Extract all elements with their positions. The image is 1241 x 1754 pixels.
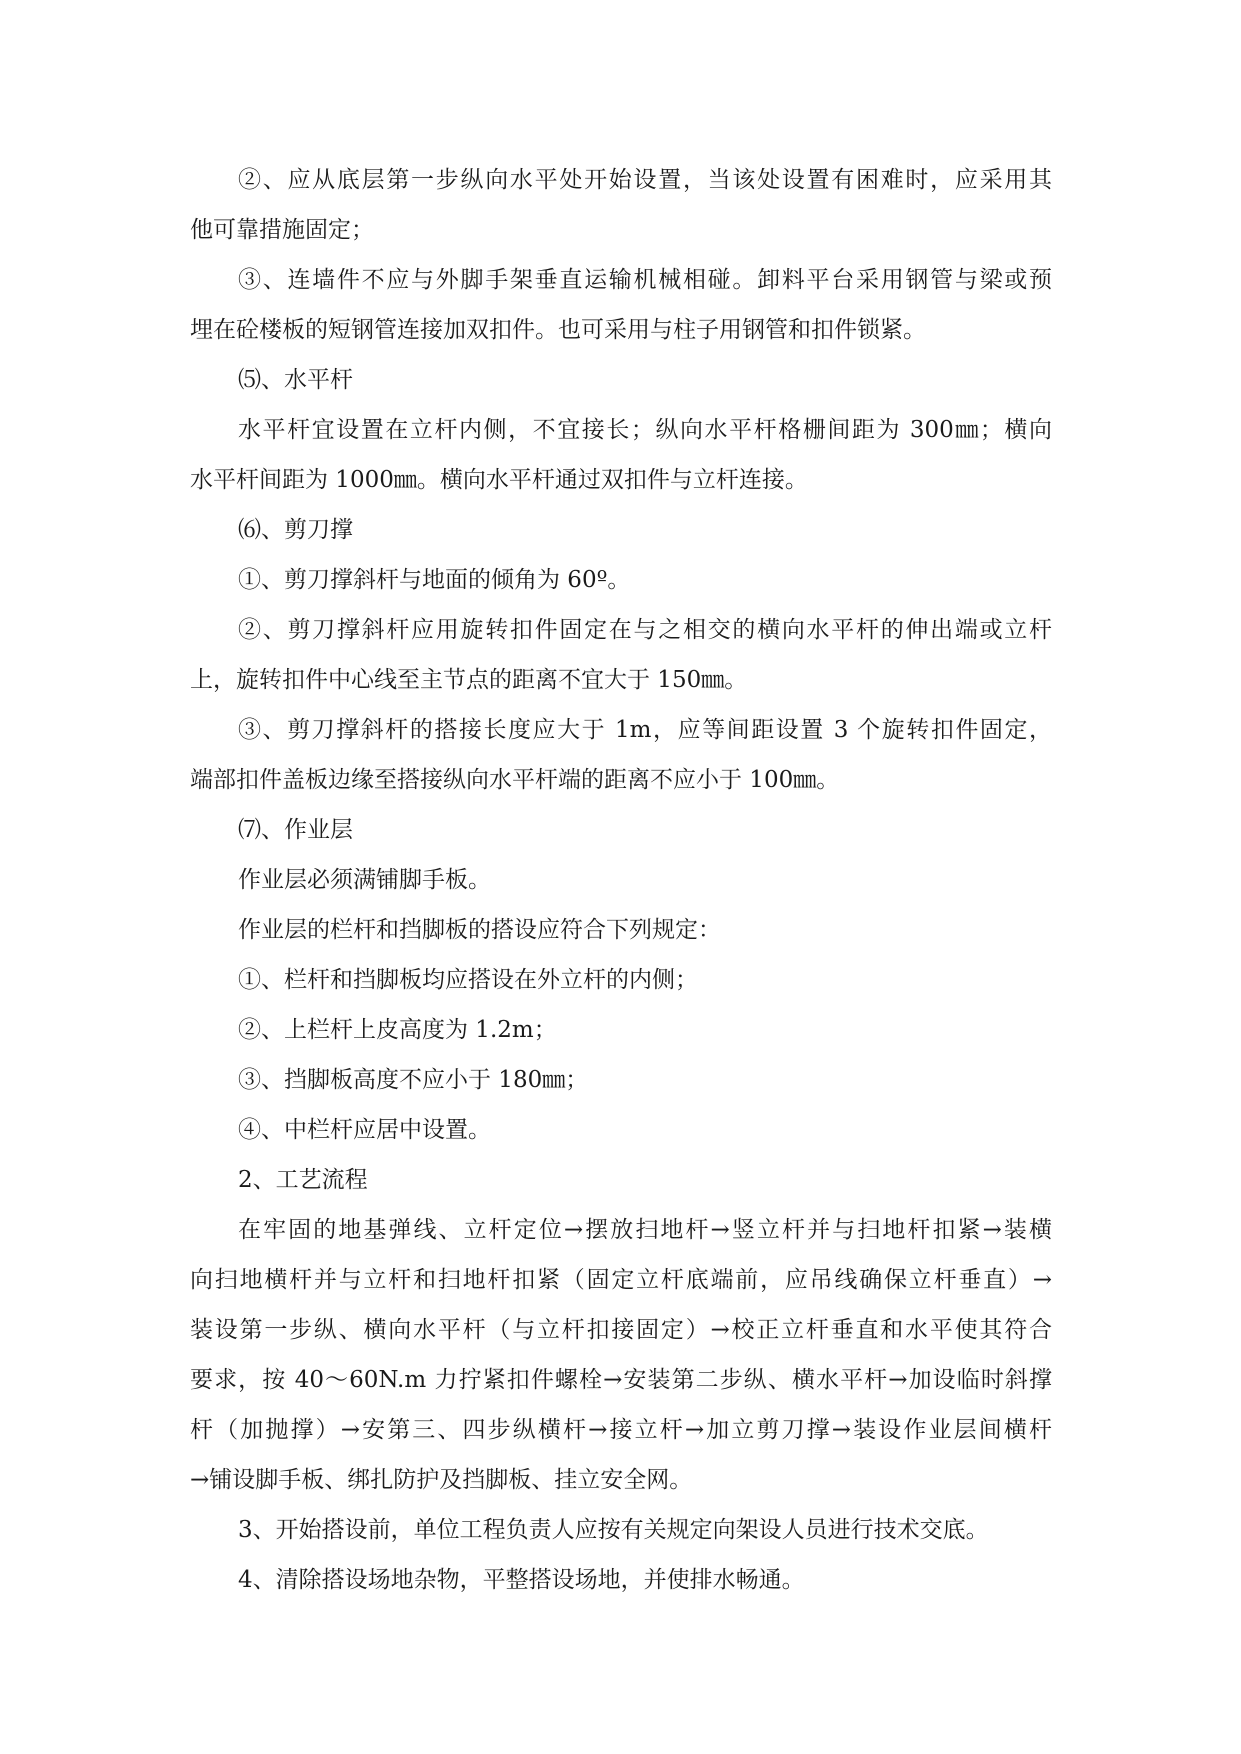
text-line: ③、剪刀撑斜杆的搭接长度应大于 1m，应等间距设置 3 个旋转扣件固定，: [238, 717, 1052, 743]
text-line: ②、上栏杆上皮高度为 1.2m；: [238, 1017, 557, 1043]
document-body: [190, 155, 1052, 1605]
text-line: 作业层的栏杆和挡脚板的搭设应符合下列规定：: [238, 917, 721, 943]
text-line: ③、连墙件不应与外脚手架垂直运输机械相碰。卸料平台采用钢管与梁或预: [238, 267, 1052, 293]
text-line: 杆（加抛撑）→安第三、四步纵横杆→接立杆→加立剪刀撑→装设作业层间横杆: [190, 1417, 1052, 1443]
text-line: 向扫地横杆并与立杆和扫地杆扣紧（固定立杆底端前，应吊线确保立杆垂直）→: [190, 1267, 1052, 1293]
text-line: ⑹、剪刀撑: [238, 517, 353, 543]
text-line: 要求，按 40～60N.m 力拧紧扣件螺栓→安装第二步纵、横水平杆→加设临时斜撑: [190, 1367, 1052, 1393]
text-line: ④、中栏杆应居中设置。: [238, 1117, 491, 1143]
text-line: 装设第一步纵、横向水平杆（与立杆扣接固定）→校正立杆垂直和水平使其符合: [190, 1317, 1052, 1343]
text-line: →铺设脚手板、绑扎防护及挡脚板、挂立安全网。: [190, 1467, 693, 1493]
text-line: ⑸、水平杆: [238, 367, 353, 393]
text-line: ⑺、作业层: [238, 817, 353, 843]
text-line: 他可靠措施固定；: [190, 217, 374, 243]
text-line: 上，旋转扣件中心线至主节点的距离不宜大于 150㎜。: [190, 667, 748, 693]
text-line: 2、工艺流程: [238, 1167, 368, 1193]
text-line: 在牢固的地基弹线、立杆定位→摆放扫地杆→竖立杆并与扫地杆扣紧→装横: [238, 1217, 1052, 1243]
text-line: ①、栏杆和挡脚板均应搭设在外立杆的内侧；: [238, 967, 698, 993]
text-line: ②、应从底层第一步纵向水平处开始设置，当该处设置有困难时，应采用其: [238, 167, 1052, 193]
text-line: ②、剪刀撑斜杆应用旋转扣件固定在与之相交的横向水平杆的伸出端或立杆: [238, 617, 1052, 643]
text-line: ③、挡脚板高度不应小于 180㎜；: [238, 1067, 589, 1093]
text-line: 埋在砼楼板的短钢管连接加双扣件。也可采用与柱子用钢管和扣件锁紧。: [190, 317, 926, 343]
text-line: ①、剪刀撑斜杆与地面的倾角为 60º。: [238, 567, 631, 593]
text-line: 水平杆宜设置在立杆内侧，不宜接长；纵向水平杆格栅间距为 300㎜；横向: [238, 417, 1052, 443]
text-line: 端部扣件盖板边缘至搭接纵向水平杆端的距离不应小于 100㎜。: [190, 767, 840, 793]
text-line: 3、开始搭设前，单位工程负责人应按有关规定向架设人员进行技术交底。: [238, 1517, 989, 1543]
text-line: 作业层必须满铺脚手板。: [238, 867, 491, 893]
text-line: 4、清除搭设场地杂物，平整搭设场地，并使排水畅通。: [238, 1567, 805, 1593]
text-line: 水平杆间距为 1000㎜。横向水平杆通过双扣件与立杆连接。: [190, 467, 808, 493]
